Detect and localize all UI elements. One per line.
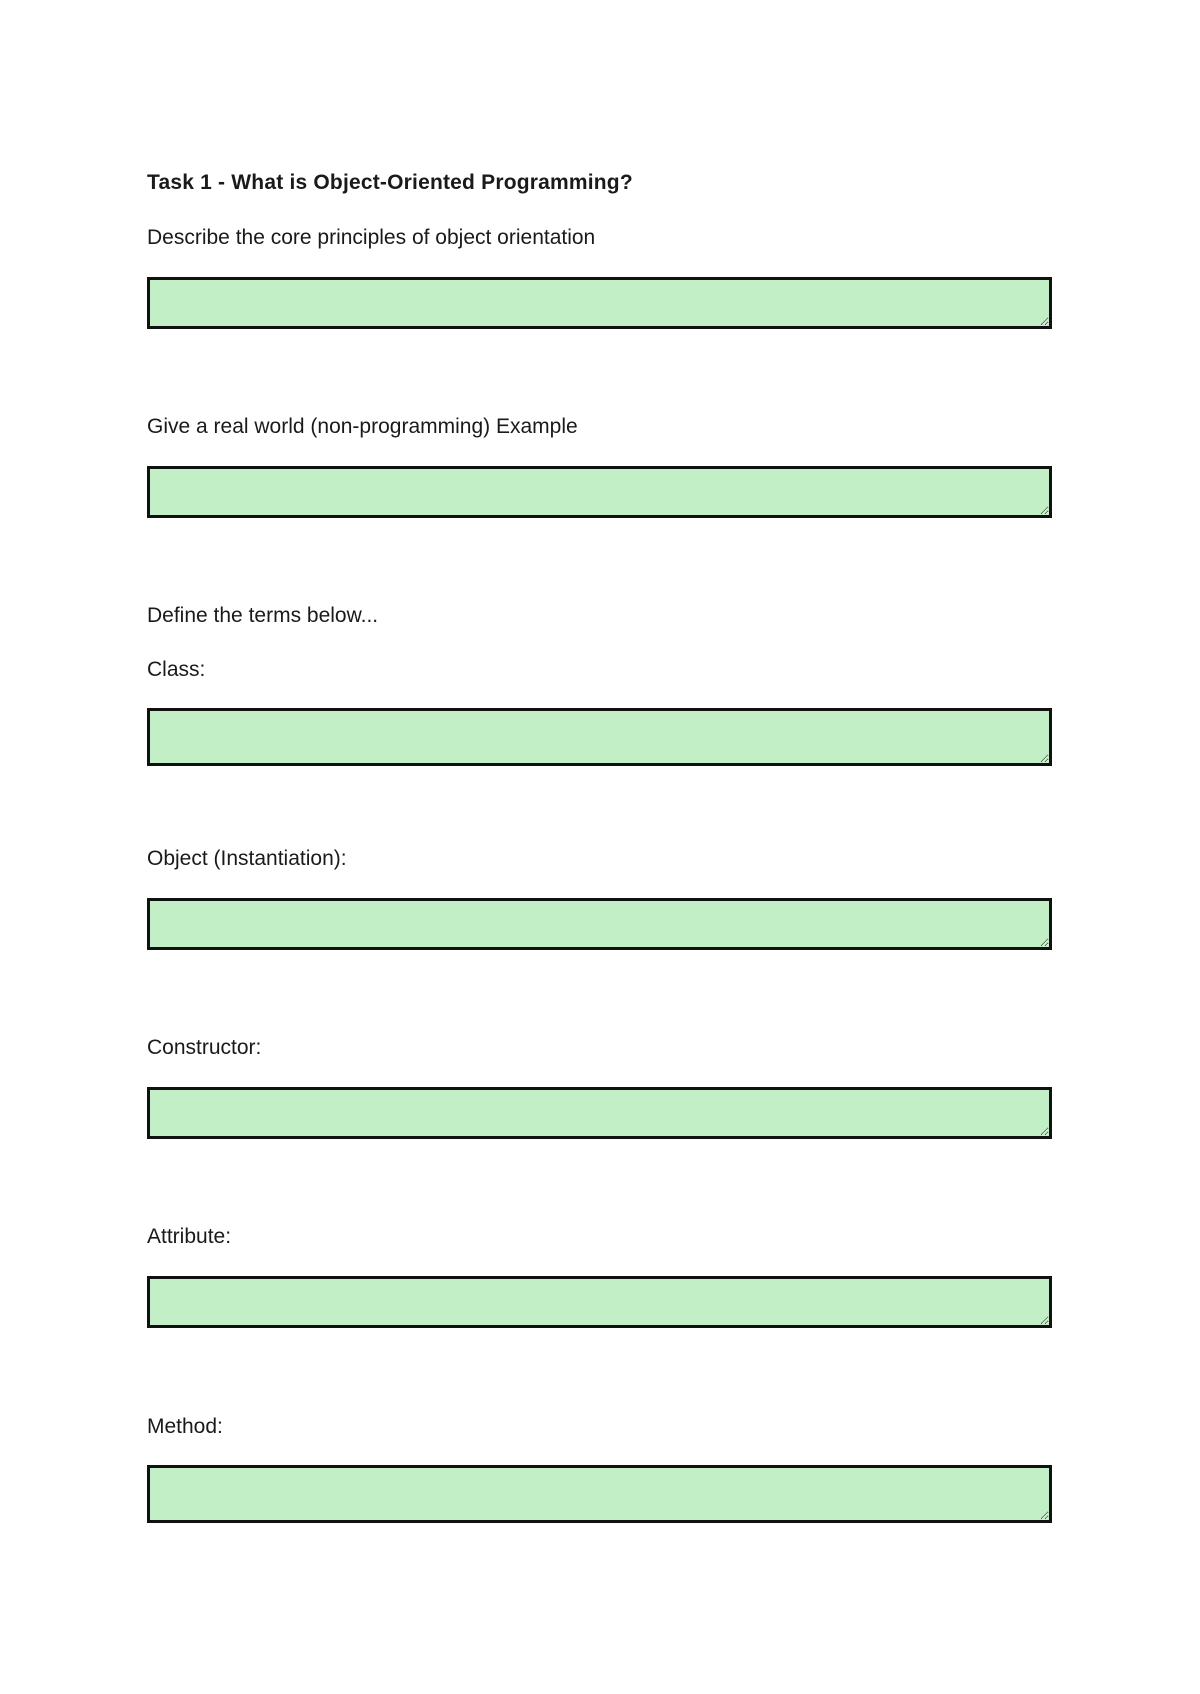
class-answer-field[interactable] — [147, 708, 1052, 766]
task-title: Task 1 - What is Object-Oriented Programming? — [147, 171, 633, 194]
object-answer-field[interactable] — [147, 898, 1052, 950]
class-term-label: Class: — [147, 658, 206, 681]
constructor-term-label: Constructor: — [147, 1036, 262, 1059]
core-principles-answer-field[interactable] — [147, 277, 1052, 329]
method-answer-field[interactable] — [147, 1465, 1052, 1523]
attribute-answer-field[interactable] — [147, 1276, 1052, 1328]
object-term-label: Object (Instantiation): — [147, 847, 347, 870]
attribute-term-label: Attribute: — [147, 1225, 232, 1248]
constructor-answer-field[interactable] — [147, 1087, 1052, 1139]
core-principles-prompt: Describe the core principles of object orientation — [147, 226, 596, 249]
method-term-label: Method: — [147, 1415, 223, 1438]
real-world-example-prompt: Give a real world (non-programming) Example — [147, 415, 578, 438]
define-terms-prompt: Define the terms below... — [147, 604, 379, 627]
real-world-example-answer-field[interactable] — [147, 466, 1052, 518]
